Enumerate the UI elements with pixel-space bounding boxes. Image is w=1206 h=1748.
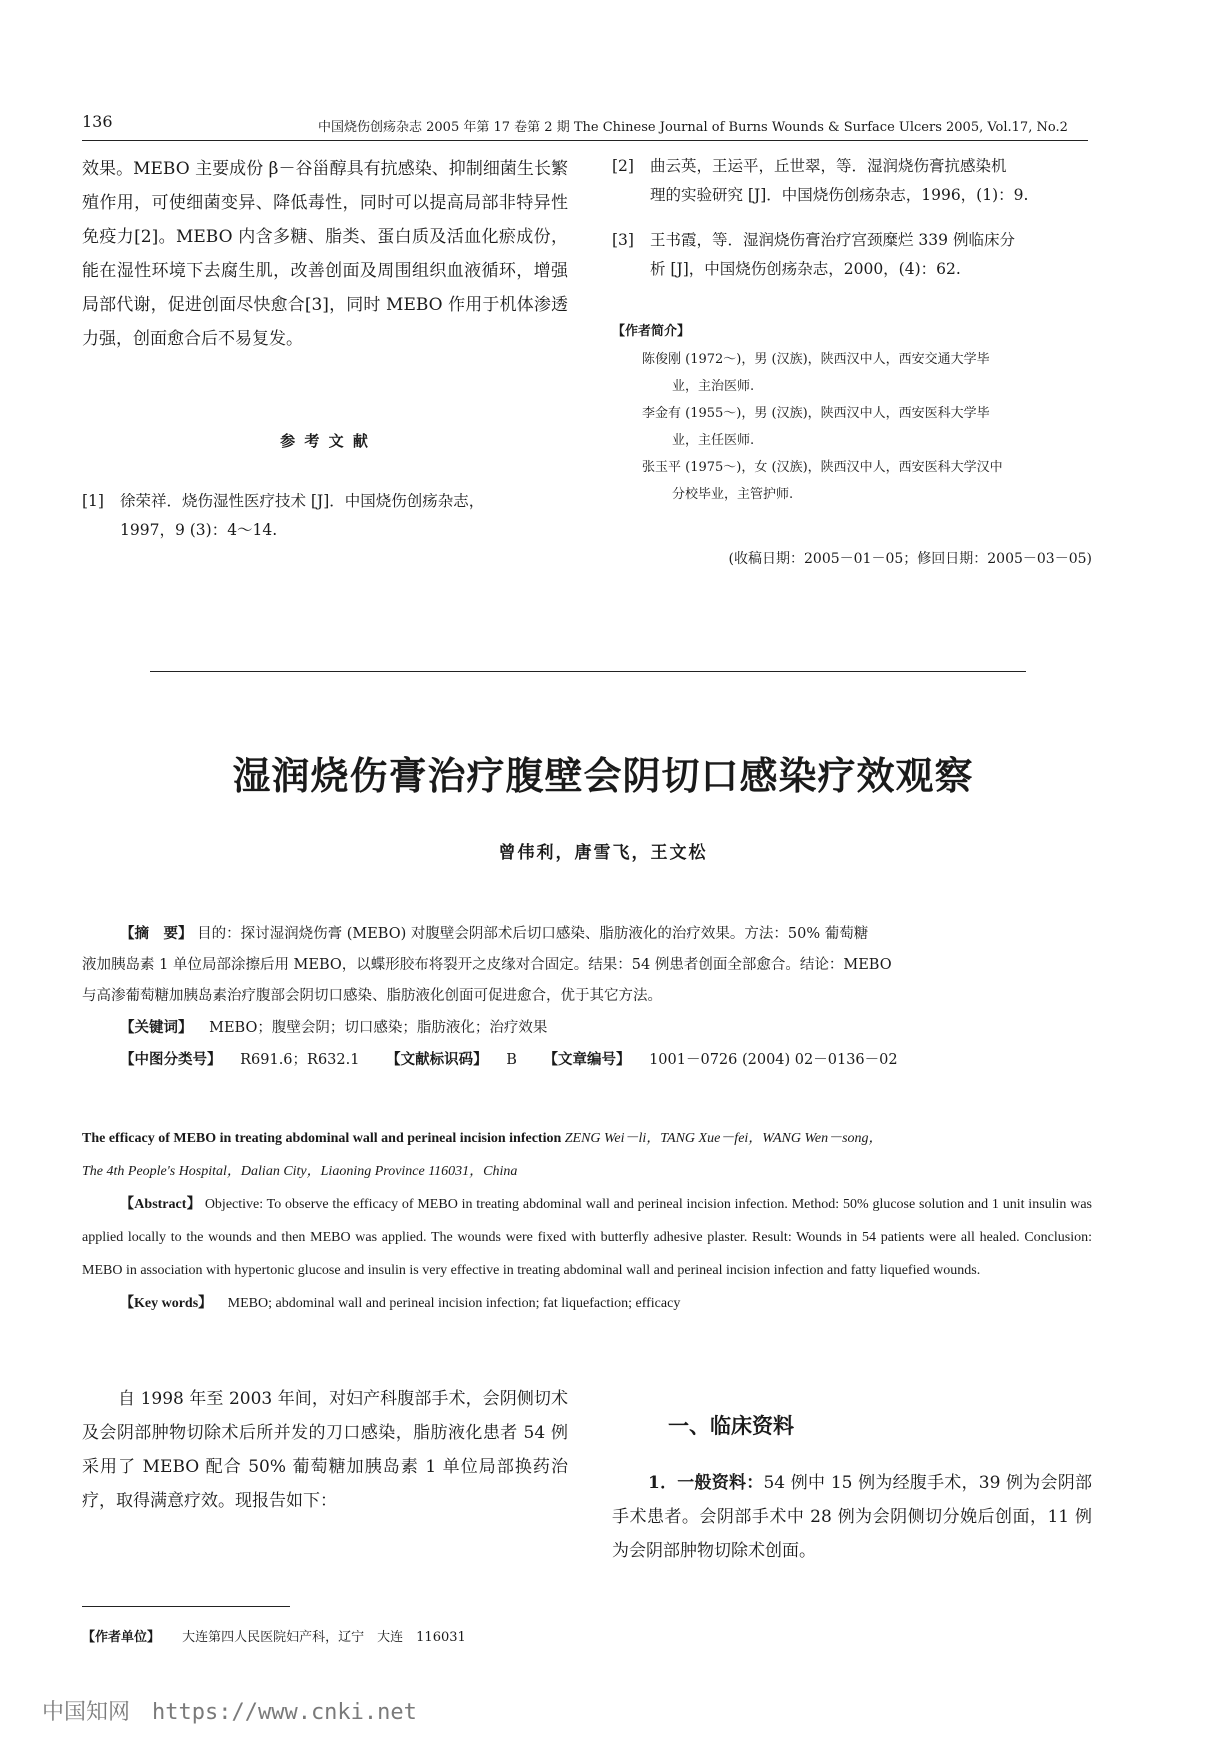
prev-article-body: 效果。MEBO 主要成份 β－谷甾醇具有抗感染、抑制细菌生长繁殖作用，可使细菌变异、降低毒性，同时可以提高局部非特异性免疫力[2]。MEBO 内含多糖、脂类、蛋白质及活血化瘀成份，能在湿性环境下去腐生肌，改善创面及周围组织血液循环，增强局部代谢，促进创面尽快愈合[3]，同时 MEBO 作用于机体渗透力强，创面愈合后不易复发。 [82, 159, 568, 349]
abstract-text: 液加胰岛素 1 单位局部涂擦后用 MEBO，以蝶形胶布将裂开之皮缘对合固定。结果：54 例患者创面全部愈合。结论：MEBO [82, 957, 892, 973]
article-number: 1001－0726 (2004) 02－0136－02 [649, 1052, 898, 1068]
reference-number: [3] [612, 231, 634, 249]
author-bio [642, 346, 1098, 508]
article-authors: 曾伟利，唐雪飞，王文松 [498, 843, 708, 863]
author-bio-line: 分校毕业，主管护师. [672, 487, 794, 502]
clc-number: R691.6；R632.1 [240, 1052, 360, 1068]
intro-paragraph: 自 1998 年至 2003 年间，对妇产科腹部手术，会阴侧切术及会阴部肿物切除术后所并发的刀口感染，脂肪液化患者 54 例采用了 MEBO 配合 50% 葡萄糖加胰岛素 1 单位局部换药治疗，取得满意疗效。现报告如下： [82, 1389, 568, 1511]
page-number: 136 [82, 112, 113, 131]
references-heading: 参 考 文 献 [280, 432, 370, 450]
author-bio-line: 李金有 (1955～)，男 (汉族)，陕西汉中人，西安医科大学毕 [642, 406, 990, 421]
english-keywords: MEBO; abdominal wall and perineal incision infection; fat liquefaction; efficacy [227, 1296, 681, 1311]
abstract-text: 目的：探讨湿润烧伤膏 (MEBO) 对腹壁会阴部术后切口感染、脂肪液化的治疗效果。方法：50% 葡萄糖 [197, 926, 869, 942]
section-paragraph [612, 1466, 1092, 1568]
section-heading: 一、临床资料 [668, 1414, 794, 1438]
reference-text: 曲云英，王运平，丘世翠，等．湿润烧伤膏抗感染机 [650, 157, 1007, 175]
article-separator [150, 671, 1026, 672]
author-affiliation [82, 1626, 466, 1645]
reference-1 [82, 487, 568, 545]
author-bio-line: 陈俊刚 (1972～)，男 (汉族)，陕西汉中人，西安交通大学毕 [642, 352, 990, 367]
reference-number: [1] [82, 492, 104, 510]
reference-text: 1997，9 (3)：4～14. [120, 521, 278, 539]
abstract-text: 与高渗葡萄糖加胰岛素治疗腹部会阴切口感染、脂肪液化创面可促进愈合，优于其它方法。 [82, 988, 662, 1004]
keywords: MEBO；腹壁会阴；切口感染；脂肪液化；治疗效果 [209, 1020, 548, 1036]
running-header: 中国烧伤创疡杂志 2005 年第 17 卷第 2 期 The Chinese Journal of Burns Wounds & Surface Ulcers 2005, Vol.17, No.2 [318, 120, 1068, 135]
english-authors: ZENG Wei－li，TANG Xue－fei，WANG Wen－song， [564, 1131, 883, 1146]
keywords-label: 【关键词】 [120, 1019, 193, 1036]
author-bio-line: 张玉平 (1975～)，女 (汉族)，陕西汉中人，西安医科大学汉中 [642, 460, 1003, 475]
english-abstract-block [82, 1122, 1092, 1320]
section-label: 1．一般资料： [648, 1473, 764, 1493]
doc-code-label: 【文献标识码】 [386, 1051, 488, 1068]
english-abstract-label: 【Abstract】 [120, 1197, 201, 1212]
doc-code: B [506, 1052, 517, 1068]
cnki-watermark: 中国知网 https://www.cnki.net [42, 1700, 417, 1725]
author-bio-line: 业，主治医师. [672, 379, 755, 394]
reference-text: 理的实验研究 [J]．中国烧伤创疡杂志，1996，(1)：9. [650, 186, 1029, 204]
reference-text: 王书霞，等．湿润烧伤膏治疗宫颈糜烂 339 例临床分 [650, 231, 1015, 249]
clc-label: 【中图分类号】 [120, 1051, 222, 1068]
english-affiliation: The 4th People's Hospital，Dalian City，Liaoning Province 116031，China [82, 1164, 518, 1179]
reference-3 [612, 226, 1092, 284]
header-rule [82, 140, 1088, 141]
abstract-block [82, 918, 1092, 1076]
affiliation-text: 大连第四人民医院妇产科，辽宁 大连 116031 [182, 1630, 466, 1645]
reference-text: 徐荣祥．烧伤湿性医疗技术 [J]．中国烧伤创疡杂志， [120, 492, 485, 510]
affiliation-label: 【作者单位】 [82, 1630, 161, 1645]
english-abstract-text: Objective: To observe the efficacy of MEBO in treating abdominal wall and perineal incision infection. Method: 50% glucose solution and 1 unit insulin was applied locally to the wounds and then MEBO was applied. The wounds were fixed with butterfly adhesive plaster. Result: Wounds in 54 patients were all healed. Conclusion: MEBO in association with hypertonic glucose and insulin is very effective in treating abdominal wall and perineal incision infection and fatty liquefied wounds. [82, 1197, 1092, 1278]
article-number-label: 【文章编号】 [543, 1051, 631, 1068]
reference-2 [612, 152, 1092, 210]
article-title: 湿润烧伤膏治疗腹壁会阴切口感染疗效观察 [232, 754, 974, 798]
english-keywords-label: 【Key words】 [120, 1296, 213, 1311]
author-bio-line: 业，主任医师. [672, 433, 755, 448]
english-title: The efficacy of MEBO in treating abdominal wall and perineal incision infection [82, 1131, 562, 1146]
abstract-label: 【摘 要】 [120, 925, 193, 942]
received-dates: (收稿日期：2005－01－05；修回日期：2005－03－05) [728, 551, 1092, 567]
section-text: 54 例中 15 例为经腹手术，39 例为会阴部手术患者。会阴部手术中 28 例为会阴侧切分娩后创面，11 例为会阴部肿物切除术创面。 [612, 1473, 1092, 1561]
footnote-rule [82, 1606, 290, 1607]
author-bio-heading: 【作者简介】 [612, 324, 691, 339]
reference-number: [2] [612, 157, 634, 175]
reference-text: 析 [J]，中国烧伤创疡杂志，2000，(4)：62. [650, 260, 961, 278]
